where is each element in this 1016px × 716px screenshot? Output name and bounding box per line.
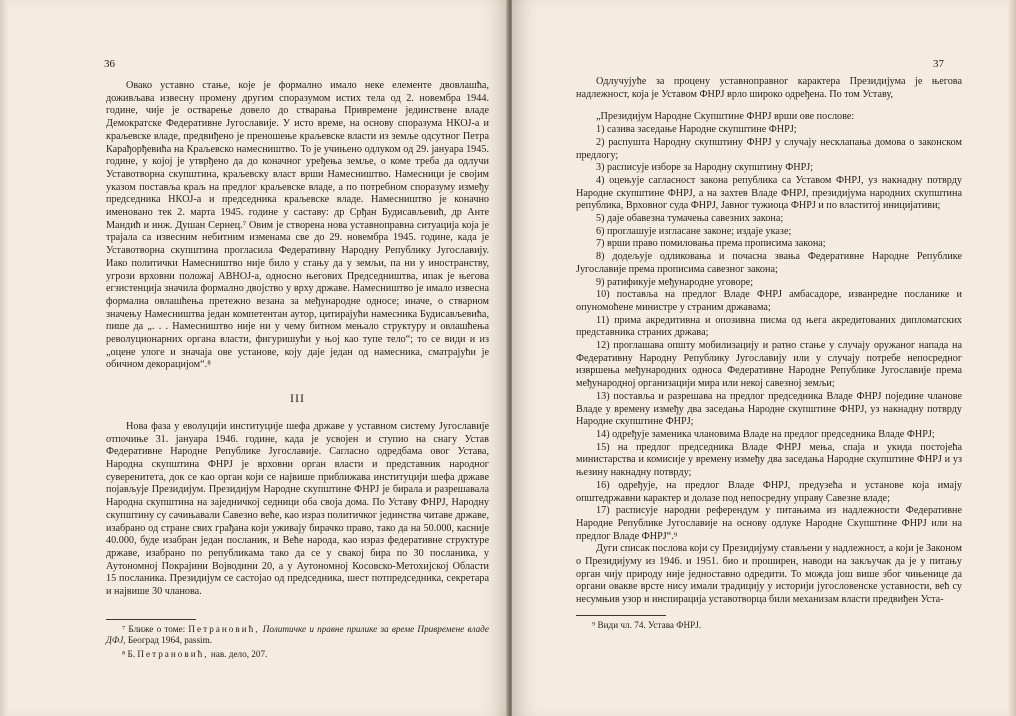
- paragraph: Одлучујуће за процену уставноправног карактера Президијума је његова надлежност, која је Уставом ФНРЈ врло широко одређена. По том Уставу,: [576, 76, 962, 100]
- list-item: 17) расписује народни референдум у питањима из надлежности Федеративне Народне Републике Југославије на основу одлуке Народне Скупштине ФНРЈ или на предлог Владе ФНРЈ“.⁹: [576, 505, 962, 542]
- left-page: [8, 0, 508, 716]
- list-item: 4) оцењује сагласност закона република са Уставом ФНРЈ, уз накнадну потврду Народне скупштине ФНРЈ, а на захтев Владе ФНРЈ, президијума народних скупштина република, Врховног суда ФНРЈ, Јавног тужиоца ФНРЈ и по властитој иницијативи;: [576, 174, 962, 212]
- footnote-rule: [106, 619, 196, 620]
- list-item: 15) на предлог председника Владе ФНРЈ мења, спаја и укида постојећа министарства и комисије у времену између два заседања Народне скупштине ФНРЈ и уз њезину накнадну потврду;: [576, 441, 962, 479]
- footnote-9: ⁹ Види чл. 74. Устава ФНРЈ.: [592, 619, 702, 630]
- page-number: 36: [104, 58, 115, 70]
- right-page: [512, 0, 1008, 716]
- book-edge-left: [0, 0, 8, 716]
- list-item: 9) ратификује међународне уговоре;: [596, 276, 754, 288]
- quote-intro: „Президијум Народне Скупштине ФНРЈ врши ове послове:: [596, 111, 855, 123]
- list-item: 5) даје обавезна тумачења савезних закона;: [596, 213, 784, 225]
- list-item: 16) одређује, на предлог Владе ФНРЈ, предузећа и установе која имају општедржавни карактер и долазе под непосредну управу Савезне владе;: [576, 479, 962, 504]
- paragraph: Овако уставно стање, које је формално имало неке елементе двовлашћа, доживљава извесну промену другим споразумом истих тела од 2. новембра 1944. године, чије је остварење довело до стварања Привремене јединствене владе Демократске Федеративне Југославије. У исто време, на основу споразума НКОЈ-а и краљевске владе, предвиђено је преношење краљевске власти из земље одсутног Петра Карађорђевића на Краљевско намесништво. То је учињено одлуком од 29. јануара 1945. године, у којој је утврђено да до коначног уређења земље, о коме треба да одлучи Уставотворна скупштина, краљевску власт врши Намесништво. Намесници је својим указом поставља краљ на предлог краљевске владе, а по потребном споразуму између председника НКОЈ-а и председника краљевске владе. Намесништво је коначно именовано тек 2. марта 1945. године у саставу: др Срђан Будисављевић, др Анте Мандић и инж. Душан Сернец.⁷ Овим је створена нова уставноправна ситуација која је трајала са извесним небитним изменама све до 29. новембра 1945. године, када је Уставотворна скупштина прогласила Федеративну Народну Републику Југославију. Иако политички Намесништво није било у стању да у земљи, па ни у иностранству, угрози врховни положај АВНОЈ-а, односно његових Председништва, ипак је његова егзистенција значила формално двојство у врху државе. Намесништво је имало извесна формална овлашћења претежно везана за међународне односе; иначе, о стварном значењу Намесништва један компетентан аутор, цитирајући намесника Будисављевића, пише да „. . . Намесништво није ни у чему битном мењало структуру и овлашћења револуционарних органа власти, фигуришући у њој као тупе тело“; то се види и из „оцене улоге и значаја ове установе, коју даје један од намесника, сматрајући је обичном декорацијом“.⁸: [106, 80, 489, 371]
- list-item: 11) прима акредитивна и опозивна писма од њега акредитованих дипломатских представника страних држава;: [576, 314, 962, 339]
- list-item: 10) поставља на предлог Владе ФНРЈ амбасадоре, изванредне посланике и опуномоћене министре у страним државама;: [576, 289, 962, 313]
- section-heading: III: [290, 391, 305, 406]
- list-item: 13) поставља и разрешава на предлог председника Владе ФНРЈ поједине чланове Владе у времену између два заседања Народне скупштине ФНРЈ, уз накнадну потврду Народне скупштине ФНРЈ;: [576, 390, 962, 428]
- right-page-body: [576, 76, 962, 631]
- page-number: 37: [933, 58, 944, 70]
- list-item: 1) сазива заседање Народне скупштине ФНРЈ;: [596, 124, 797, 136]
- list-item: 8) додељује одликовања и почасна звања Федеративне Народне Републике Југославије према прописима савезног закона;: [576, 251, 962, 275]
- list-item: 2) распушта Народну скупштину ФНРЈ у случају несклапања домова о законском предлогу;: [576, 136, 962, 161]
- footnote-7: ⁷ Ближе о томе: Петрановић, Политичке и правне прилике за време Привремене владе ДФЈ, Београд 1964, passim.: [106, 623, 490, 646]
- paragraph: Нова фаза у еволуцији институције шефа државе у уставном систему Југославије отпочиње 31. јануара 1946. године, када је усвојен и ступио на снагу Устав Федеративне Народне Републике Југославије. Сагласно одредбама овог Устава, Народна скупштина ФНРЈ је врховни орган власти и представник народног суверенитета, док се као орган који се највише приближава институцији шефа државе појављује Президијум. Президијум Народне скупштине ФНРЈ је бирала и разрешавала Народна скупштина на заједничкој седници оба своја дома. По Уставу ФНРЈ, Народну скупштину су сачињавали Савезно веће, као израз политичког јединства читаве државе, изабрано од стране свих грађана који уживају бирачко право, тако да на 50.000, касније 40.000, буде изабран један посланик, и Веће народа, као израз федеративне структуре државе, изабрано по републикама тако да се у свакој бира по 30 посланика, у Аутономној Покрајини Војводини 20, а у Аутономној Косовско-Метохијској Области 15 посланика. Президијум се састојао од председника, шест потпредседника, секретара и највише 30 чланова.: [106, 420, 489, 598]
- footnote-8: ⁸ Б. Петрановић, нав. дело, 207.: [122, 648, 268, 659]
- book-edge-right: [1008, 0, 1016, 716]
- duties-list: [576, 124, 962, 543]
- footnote-rule: [576, 615, 666, 616]
- list-item: 7) врши право помиловања према прописима закона;: [596, 238, 826, 250]
- list-item: 14) одређује заменика члановима Владе на предлог председника Владе ФНРЈ;: [596, 428, 935, 440]
- left-page-body: [106, 80, 489, 661]
- list-item: 3) расписује изборе за Народну скупштину ФНРЈ;: [596, 162, 814, 174]
- list-item: 12) проглашава општу мобилизацију и ратно стање у случају оружаног напада на Федеративну Народну Републику Југославију или у случају потребе непосредног извршења међународних односа Федеративне Народне Републике Југославије према међународној организацији мира или некој савезној земљи;: [576, 340, 962, 390]
- list-item: 6) проглашује изгласане законе; издаје указе;: [596, 225, 792, 237]
- paragraph: Дуги списак послова који су Президијуму стављени у надлежност, а који је Законом о Президијуму из 1946. и 1951. био и проширен, наводи на закључак да је у питању орган чију природу није једноставно одредити. То можда још више због чињенице да органи оваквe врсте нису имали традицију у историји југословенске уставности, већ су несумњив узор и инспирација уставотворца били механизам власти предвиђен Уста-: [576, 543, 962, 606]
